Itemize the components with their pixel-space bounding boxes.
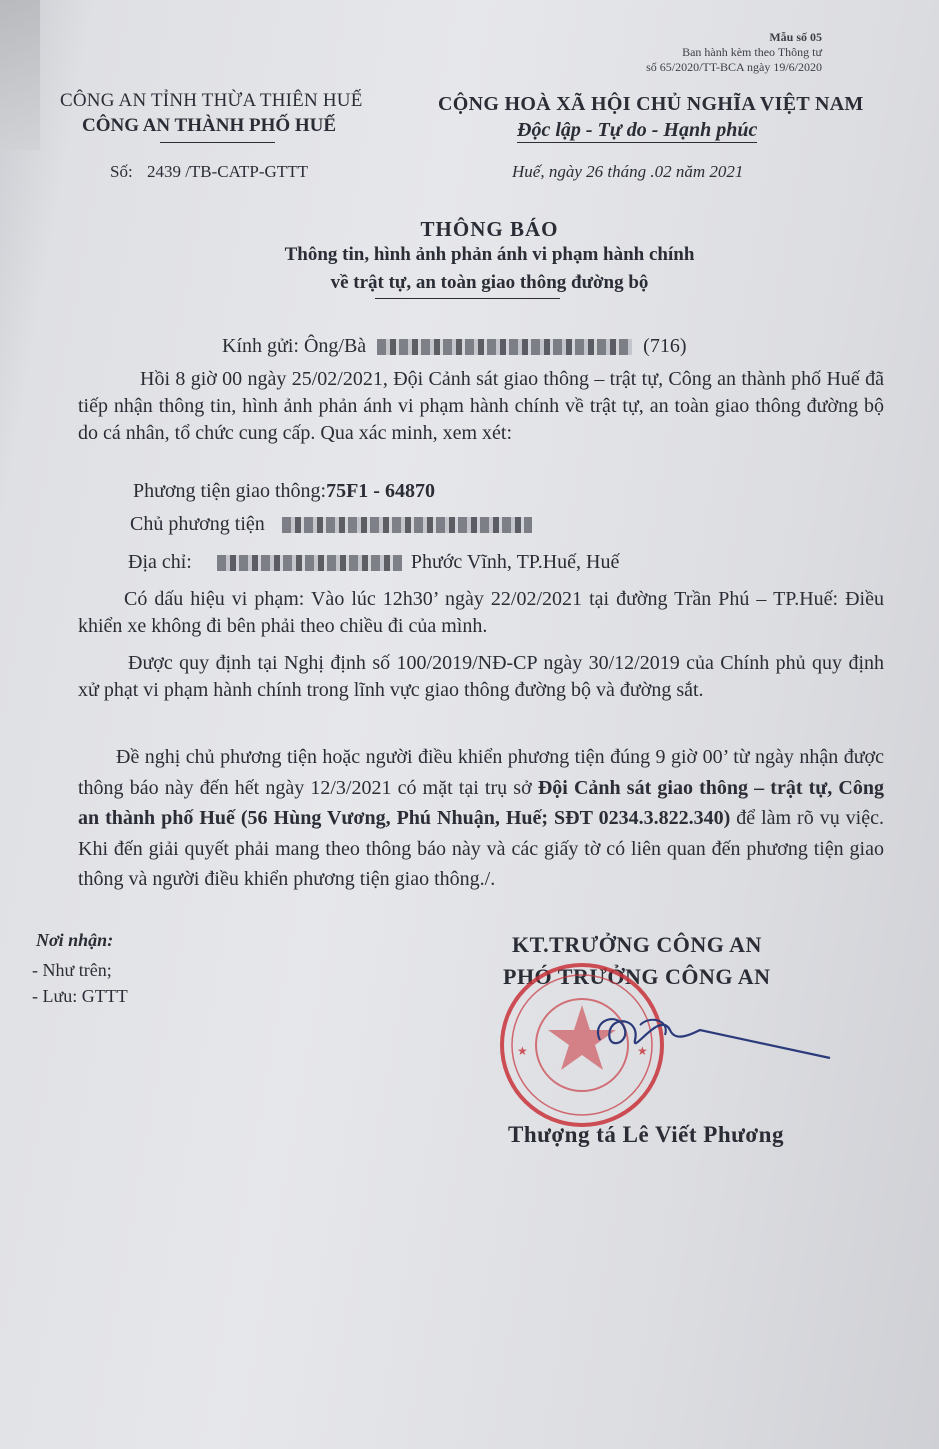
document-number-value: 2439 /TB-CATP-GTTT <box>146 162 308 181</box>
svg-text:★: ★ <box>637 1044 648 1058</box>
signature-title-1: KT.TRƯỞNG CÔNG AN <box>512 932 762 957</box>
vehicle-plate: 75F1 - 64870 <box>326 480 435 502</box>
form-number: Mẫu số 05 <box>769 30 822 44</box>
form-issued-with: Ban hành kèm theo Thông tư <box>682 45 822 59</box>
address-line <box>128 550 619 575</box>
intro-paragraph: Hồi 8 giờ 00 ngày 25/02/2021, Đội Cảnh sát giao thông – trật tự, Công an thành phố Huế đã tiếp nhận thông tin, hình ảnh phản ánh vi phạm hành chính về trật tự, an toàn giao thông đường bộ do cá nhân, tổ chức cung cấp. Qua xác minh, xem xét: <box>78 368 884 444</box>
signature-title-2: PHÓ TRƯỞNG CÔNG AN <box>503 964 771 989</box>
owner-line <box>130 512 532 537</box>
redacted-name <box>377 339 632 355</box>
title-underline <box>375 298 560 299</box>
recipient-line <box>222 334 687 359</box>
owner-label: Chủ phương tiện <box>130 513 265 535</box>
org-underline <box>160 142 275 143</box>
document-title: THÔNG BÁO <box>420 217 559 241</box>
recipient-label: Kính gửi: Ông/Bà <box>222 335 367 357</box>
org-line-1: CÔNG AN TỈNH THỪA THIÊN HUẾ <box>60 90 363 111</box>
vehicle-label: Phương tiện giao thông: <box>133 480 327 502</box>
request-paragraph <box>78 742 884 895</box>
recipients-item-2: - Lưu: GTTT <box>32 986 128 1006</box>
form-reference <box>590 30 822 75</box>
handwritten-signature <box>580 1000 840 1080</box>
recipient-code: (716) <box>643 335 687 357</box>
document-number <box>110 162 308 182</box>
recipients-title: Nơi nhận: <box>36 930 114 950</box>
violation-paragraph: Có dấu hiệu vi phạm: Vào lúc 12h30’ ngày 22/02/2021 tại đường Trần Phú – TP.Huế: Điều khiển xe không đi bên phải theo chiều đi của mình. <box>78 588 884 637</box>
redacted-owner <box>282 517 532 533</box>
address-label: Địa chỉ: <box>128 551 192 573</box>
document-date: Huế, ngày 26 tháng .02 năm 2021 <box>512 162 744 181</box>
recipients-item-1: - Như trên; <box>32 960 112 980</box>
page-fold-shadow <box>0 0 40 150</box>
signer-name: Thượng tá Lê Viết Phương <box>508 1122 784 1147</box>
redacted-address <box>217 555 402 571</box>
document-subtitle-2: về trật tự, an toàn giao thông đường bộ <box>330 272 649 293</box>
request-text-b: để làm rõ vụ việc. Khi đến giải quyết phải mang theo thông báo này và các giấy tờ có liên quan đến phương tiện giao thông và người điều khiển phương tiện giao thông./. <box>78 807 884 890</box>
form-circular: số 65/2020/TT-BCA ngày 19/6/2020 <box>646 60 822 74</box>
address-tail: Phước Vĩnh, TP.Huế, Huế <box>410 551 620 573</box>
document-number-label: Số: <box>110 162 133 181</box>
nation-name: CỘNG HOÀ XÃ HỘI CHỦ NGHĨA VIỆT NAM <box>438 93 864 115</box>
org-line-2: CÔNG AN THÀNH PHỐ HUẾ <box>82 115 337 136</box>
document-subtitle-1: Thông tin, hình ảnh phản ánh vi phạm hành chính <box>284 244 695 265</box>
request-text-a: Đề nghị chủ phương tiện hoặc người điều khiển phương tiện đúng 9 giờ 00’ từ ngày nhận được thông báo này đến hết ngày 12/3/2021 có mặt tại trụ sở <box>78 746 884 799</box>
regulation-paragraph: Được quy định tại Nghị định số 100/2019/NĐ-CP ngày 30/12/2019 của Chính phủ quy định xử phạt vi phạm hành chính trong lĩnh vực giao thông đường bộ và đường sắt. <box>78 652 884 701</box>
svg-text:★: ★ <box>517 1044 528 1058</box>
nation-motto: Độc lập - Tự do - Hạnh phúc <box>517 119 758 141</box>
request-office: Đội Cảnh sát giao thông – trật tự, Công an thành phố Huế (56 Hùng Vương, Phú Nhuận, Huế; SĐT 0234.3.822.340) <box>78 776 885 829</box>
vehicle-line <box>133 479 435 504</box>
